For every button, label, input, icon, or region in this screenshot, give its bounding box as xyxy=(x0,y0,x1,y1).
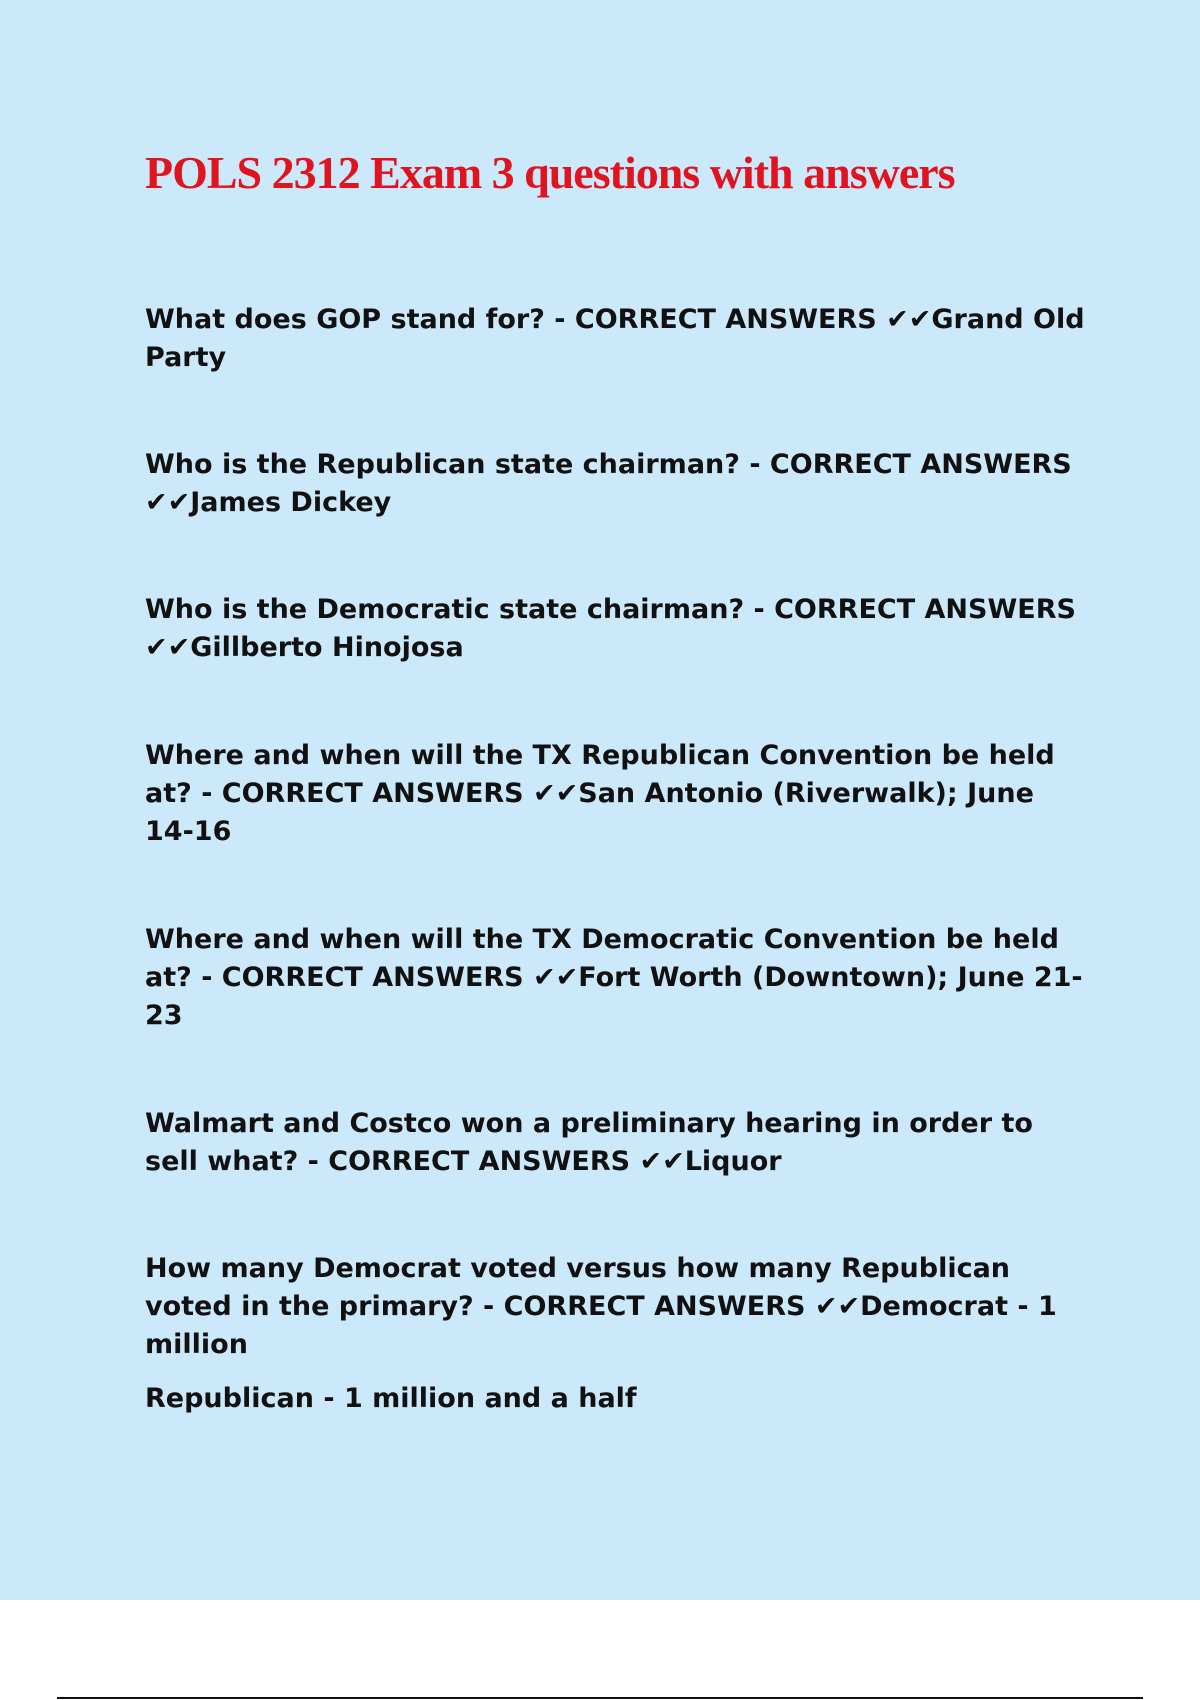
qa-item: Where and when will the TX Republican Convention be held at? - CORRECT ANSWERS ✔✔San Antonio (Riverwalk); June 14-16 xyxy=(145,740,1055,847)
document-title: POLS 2312 Exam 3 questions with answers xyxy=(145,147,955,198)
qa-item: Where and when will the TX Democratic Convention be held at? - CORRECT ANSWERS ✔✔Fort Worth (Downtown); June 21-23 xyxy=(145,924,1083,1031)
qa-item: Who is the Democratic state chairman? - CORRECT ANSWERS ✔✔Gillberto Hinojosa xyxy=(145,594,1076,663)
qa-item: Who is the Republican state chairman? - CORRECT ANSWERS ✔✔James Dickey xyxy=(145,449,1072,518)
qa-item: Walmart and Costco won a preliminary hearing in order to sell what? - CORRECT ANSWERS ✔✔Liquor xyxy=(145,1108,1033,1177)
qa-item xyxy=(145,1250,1085,1418)
footer-divider xyxy=(57,1697,1143,1699)
qa-item-text: How many Democrat voted versus how many Republican voted in the primary? - CORRECT ANSWERS ✔✔Democrat - 1 million xyxy=(145,1253,1057,1360)
qa-item-continuation: Republican - 1 million and a half xyxy=(145,1383,637,1414)
qa-item: What does GOP stand for? - CORRECT ANSWERS ✔✔Grand Old Party xyxy=(145,304,1085,373)
